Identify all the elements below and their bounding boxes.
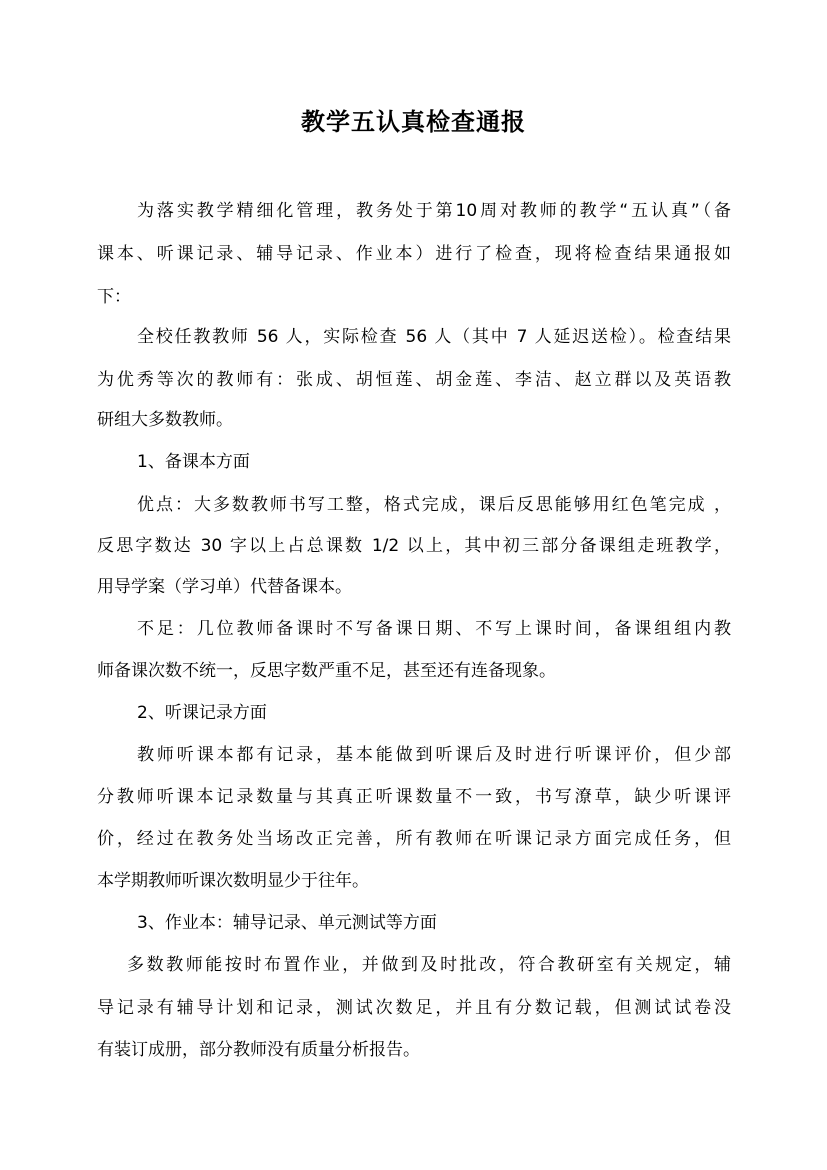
paragraph-line: 为优秀等次的教师有：张成、胡恒莲、胡金莲、李洁、赵立群以及英语教 (97, 370, 731, 390)
paragraph-line: 全校任教教师 56 人，实际检查 56 人（其中 7 人延迟送检）。检查结果 (137, 327, 731, 347)
section-heading: 1、备课本方面 (137, 452, 250, 472)
paragraph-line: 师备课次数不统一，反思字数严重不足，甚至还有连备现象。 (97, 661, 556, 681)
paragraph-line: 不足：几位教师备课时不写备课日期、不写上课时间，备课组组内教 (137, 619, 731, 639)
section-heading: 3、作业本：辅导记录、单元测试等方面 (137, 913, 437, 933)
paragraph-line: 研组大多数教师。 (97, 410, 233, 430)
paragraph-line: 有装订成册，部分教师没有质量分析报告。 (97, 1040, 420, 1060)
paragraph-line: 反思字数达 30 字以上占总课数 1/2 以上，其中初三部分备课组走班教学， (97, 536, 731, 556)
paragraph-line: 多数教师能按时布置作业，并做到及时批改，符合教研室有关规定，辅 (127, 955, 731, 975)
paragraph-line: 优点：大多数教师书写工整，格式完成，课后反思能够用红色笔完成 ， (137, 495, 731, 515)
paragraph-line: 分教师听课本记录数量与其真正听课数量不一致，书写潦草，缺少听课评 (97, 787, 731, 807)
document-title: 教学五认真检查通报 (301, 107, 526, 136)
paragraph-line: 本学期教师听课次数明显少于往年。 (97, 871, 369, 891)
paragraph-line: 用导学案（学习单）代替备课本。 (97, 577, 352, 597)
paragraph-line: 为落实教学精细化管理，教务处于第10周对教师的教学“五认真”（备 (137, 201, 731, 221)
paragraph-line: 价，经过在教务处当场改正完善，所有教师在听课记录方面完成任务，但 (97, 829, 731, 849)
section-heading: 2、听课记录方面 (137, 703, 267, 723)
paragraph-line: 下： (97, 287, 131, 307)
paragraph-line: 课本、听课记录、辅导记录、作业本）进行了检查，现将检查结果通报如 (97, 244, 731, 264)
paragraph-line: 教师听课本都有记录，基本能做到听课后及时进行听课评价，但少部 (137, 745, 731, 765)
paragraph-line: 导记录有辅导计划和记录，测试次数足，并且有分数记载，但测试试卷没 (97, 998, 731, 1018)
